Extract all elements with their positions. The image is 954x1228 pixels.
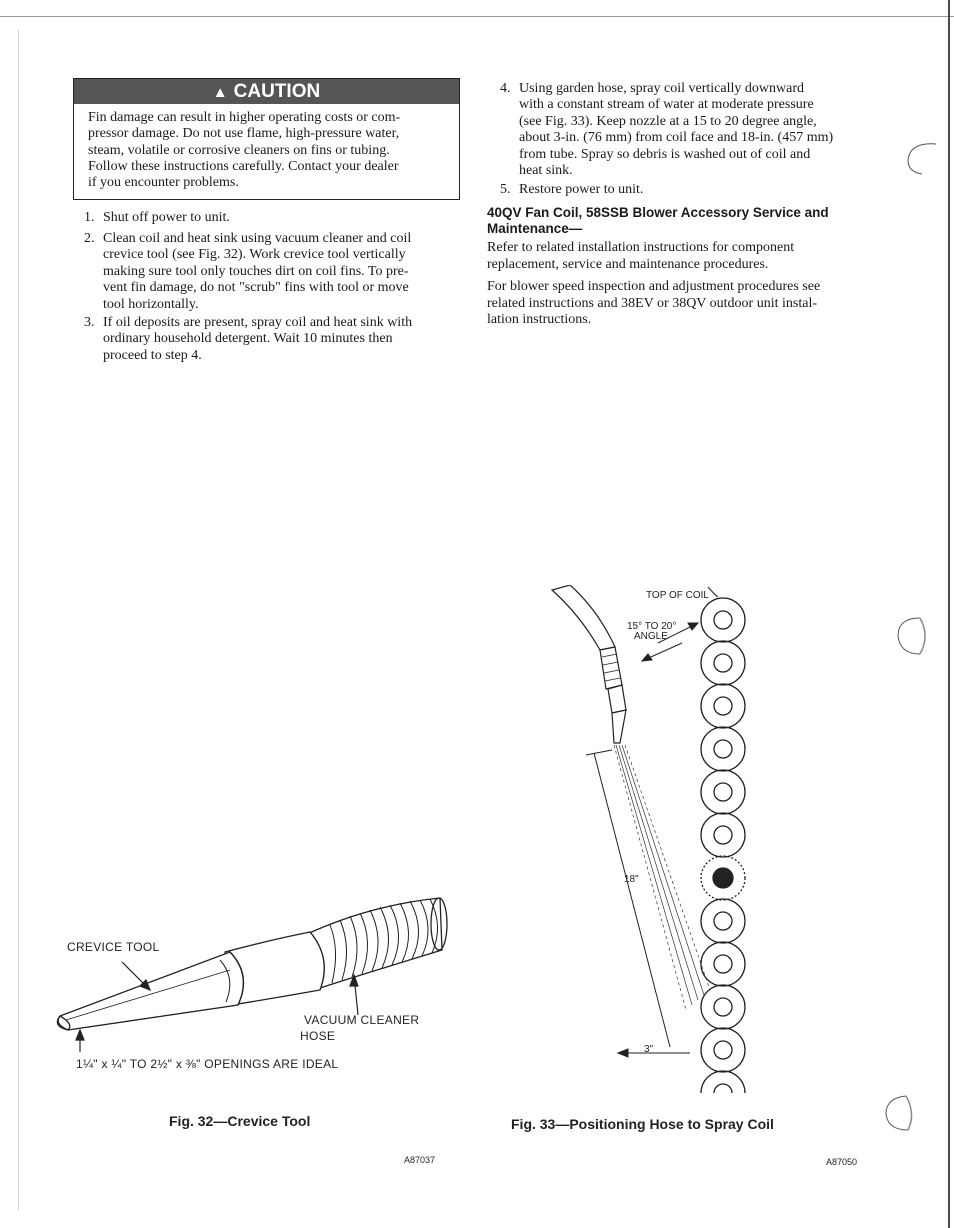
spray-coil-illustration (540, 585, 780, 1105)
crevice-tool-illustration (40, 880, 460, 1070)
garden-hose-drawing (552, 585, 626, 743)
caution-header (74, 79, 459, 104)
step-line: making sure tool only touches dirt on coil fins. To pre- (103, 263, 409, 279)
caution-box (73, 78, 460, 200)
section-paragraph-1 (487, 240, 897, 273)
step-number: 4. (500, 81, 511, 96)
step-line: about 3-in. (76 mm) from coil face and 18-in. (457 mm) (519, 130, 834, 146)
crevice-tool-label: CREVICE TOOL (67, 940, 160, 954)
vacuum-hose-drawing (305, 898, 447, 988)
step-number: 1. (84, 210, 95, 225)
crevice-tool-drawing (57, 952, 243, 1030)
step-line: vent fin damage, do not "scrub" fins with tool or move (103, 280, 409, 296)
caution-line: Follow these instructions carefully. Contact your dealer (88, 158, 399, 174)
paragraph-line: lation instructions. (487, 312, 592, 327)
step-line: heat sink. (519, 163, 573, 179)
step-text: Restore power to unit. (519, 182, 644, 197)
step-line: proceed to step 4. (103, 347, 202, 363)
step-text (103, 231, 411, 313)
paragraph-line: related instructions and 38EV or 38QV outdoor unit instal- (487, 295, 817, 311)
step-4 (500, 81, 890, 181)
step-line: (see Fig. 33). Keep nozzle at a 15 to 20 degree angle, (519, 113, 817, 129)
step-number: 3. (84, 315, 95, 330)
step-3 (84, 315, 469, 367)
step-line: If oil deposits are present, spray coil and heat sink with (103, 315, 413, 330)
step-line: crevice tool (see Fig. 32). Work crevice tool vertically (103, 247, 406, 263)
caution-line: if you encounter problems. (88, 175, 239, 191)
caution-line: Fin damage can result in higher operating costs or com- (88, 110, 401, 125)
coil-tubes (701, 598, 745, 1093)
section-heading-line: Maintenance— (487, 221, 583, 236)
step-number: 5. (500, 182, 511, 197)
fig-32-code: A87037 (404, 1155, 436, 1165)
section-heading-line: 40QV Fan Coil, 58SSB Blower Accessory Service and (487, 205, 829, 220)
fig-32-caption: Fig. 32—Crevice Tool (169, 1113, 311, 1129)
warning-triangle-icon: ▲ (212, 84, 228, 101)
step-text (103, 315, 412, 364)
step-text: Shut off power to unit. (103, 210, 230, 225)
distance-3-label: 3" (644, 1044, 654, 1055)
distance-18-label: 18" (624, 874, 639, 885)
vacuum-cleaner-label: VACUUM CLEANER (304, 1013, 420, 1027)
paragraph-line: For blower speed inspection and adjustment procedures see (487, 279, 821, 294)
paragraph-line: replacement, service and maintenance procedures. (487, 256, 769, 272)
paragraph-line: Refer to related installation instructions for component (487, 240, 795, 255)
section-heading (487, 205, 897, 237)
step-5 (500, 182, 890, 200)
page-right-edge (948, 0, 950, 1228)
page-left-edge (18, 30, 19, 1210)
angle-label-line-2: ANGLE (634, 631, 668, 642)
binder-hole-bottom (880, 1092, 924, 1136)
caution-text (88, 110, 450, 191)
step-line: Using garden hose, spray coil vertically downward (519, 81, 804, 96)
step-line: with a constant stream of water at moderate pressure (519, 97, 814, 113)
step-line: Clean coil and heat sink using vacuum cleaner and coil (103, 231, 412, 246)
step-2 (84, 231, 469, 315)
step-1 (84, 210, 464, 228)
caution-heading: CAUTION (233, 81, 321, 102)
step-line: from tube. Spray so debris is washed out of coil and (519, 146, 811, 162)
caution-line: steam, volatile or corrosive cleaners on fins or tubing. (88, 142, 390, 158)
step-line: ordinary household detergent. Wait 10 minutes then (103, 331, 393, 347)
page-top-rule (0, 16, 954, 17)
fig-33-code: A87050 (826, 1157, 858, 1167)
binder-hole-middle (890, 612, 934, 660)
step-line: tool horizontally. (103, 296, 199, 312)
angle-label-line-1: 15° TO 20° (627, 621, 677, 632)
hose-label: HOSE (300, 1029, 336, 1043)
step-number: 2. (84, 231, 95, 246)
top-of-coil-label: TOP OF COIL (646, 590, 709, 601)
section-paragraph-2 (487, 279, 897, 329)
step-text (519, 81, 833, 179)
openings-label: 1¼" x ¼" TO 2½" x ⅜" OPENINGS ARE IDEAL (76, 1057, 339, 1071)
fig-33-caption: Fig. 33—Positioning Hose to Spray Coil (511, 1116, 774, 1132)
binder-hole-top (900, 136, 944, 180)
caution-line: pressor damage. Do not use flame, high-pressure water, (88, 126, 400, 142)
